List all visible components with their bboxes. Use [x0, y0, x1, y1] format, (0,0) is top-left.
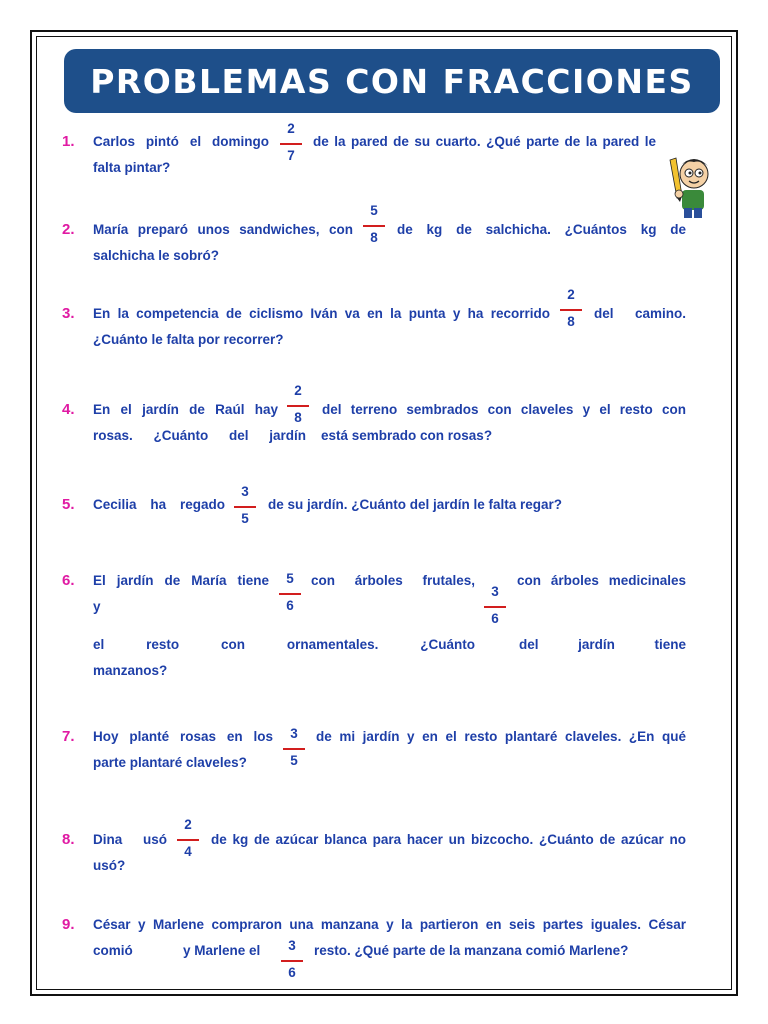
problem-text: comió	[93, 943, 133, 958]
problem-text: parte plantaré claveles?	[93, 755, 247, 770]
problem-text: del camino.	[594, 306, 686, 321]
problem-text: de kg de azúcar blanca para hacer un bizcocho. ¿Cuánto de azúcar no	[211, 832, 686, 847]
problem-number: 8.	[62, 831, 75, 848]
fraction-denominator: 8	[370, 230, 378, 245]
problem-text: manzanos?	[93, 663, 168, 678]
fraction-bar	[234, 506, 256, 508]
problem-text: Dina usó	[93, 832, 167, 847]
fraction-numerator: 2	[567, 287, 575, 302]
fraction-numerator: 2	[287, 121, 295, 136]
problem-number: 4.	[62, 401, 75, 418]
fraction-bar	[280, 143, 302, 145]
fraction-numerator: 3	[241, 484, 249, 499]
problem-text: En la competencia de ciclismo Iván va en la punta y ha recorrido	[93, 306, 550, 321]
problem-text: César y Marlene compraron una manzana y la partieron en seis partes iguales. César	[93, 917, 686, 932]
fraction-bar	[484, 606, 506, 608]
fraction	[281, 938, 303, 983]
problem-text: con árboles medicinales	[517, 573, 686, 588]
fraction-bar	[363, 225, 385, 227]
fraction	[484, 584, 506, 629]
fraction-bar	[281, 960, 303, 962]
problem-text: Hoy planté rosas en los	[93, 729, 273, 744]
problem-text: ¿Cuánto le falta por recorrer?	[93, 332, 284, 347]
fraction-denominator: 5	[241, 511, 249, 526]
problem-text: resto. ¿Qué parte de la manzana comió Marlene?	[314, 943, 629, 958]
fraction	[283, 726, 305, 771]
fraction-numerator: 5	[370, 203, 378, 218]
fraction-bar	[177, 839, 199, 841]
problem-text: del jardín tiene	[519, 637, 686, 652]
fraction	[363, 203, 385, 248]
problem-text: El jardín de María tiene	[93, 573, 269, 588]
problem-text: salchicha le sobró?	[93, 248, 220, 263]
fraction-denominator: 8	[294, 410, 302, 425]
problem-number: 3.	[62, 305, 75, 322]
problem-text: Carlos pintó el domingo	[93, 134, 269, 149]
cartoon-boy-with-pencil-icon	[666, 150, 718, 222]
fraction-denominator: 6	[288, 965, 296, 980]
fraction	[177, 817, 199, 862]
fraction-numerator: 2	[294, 383, 302, 398]
problem-text: del terreno sembrados con claveles y el resto con	[322, 402, 686, 417]
problem-text: de kg de salchicha. ¿Cuántos kg de	[397, 222, 686, 237]
problem-text: rosas. ¿Cuánto del jardín	[93, 428, 306, 443]
page-title: PROBLEMAS CON FRACCIONES	[90, 61, 694, 101]
problem-number: 9.	[62, 916, 75, 933]
problem-text: de su jardín. ¿Cuánto del jardín le falta regar?	[268, 497, 563, 512]
fraction-numerator: 3	[288, 938, 296, 953]
problem-text: María preparó unos sandwiches, con	[93, 222, 353, 237]
problem-number: 5.	[62, 496, 75, 513]
fraction	[560, 287, 582, 332]
title-banner	[64, 49, 720, 113]
problem-number: 2.	[62, 221, 75, 238]
problem-text: está sembrado con rosas?	[321, 428, 493, 443]
problem-text: y Marlene el	[183, 943, 261, 958]
fraction-denominator: 8	[567, 314, 575, 329]
fraction-numerator: 5	[286, 571, 294, 586]
fraction-bar	[279, 593, 301, 595]
problem-text: de la pared de su cuarto. ¿Qué parte de la pared le	[313, 134, 656, 149]
problem-number: 7.	[62, 728, 75, 745]
fraction-denominator: 5	[290, 753, 298, 768]
problem-text: Cecilia ha regado	[93, 497, 225, 512]
fraction-denominator: 7	[287, 148, 295, 163]
fraction-numerator: 3	[491, 584, 499, 599]
problem-text: usó?	[93, 858, 126, 873]
fraction-numerator: 2	[184, 817, 192, 832]
fraction-numerator: 3	[290, 726, 298, 741]
fraction-denominator: 6	[491, 611, 499, 626]
problem-text: con árboles frutales,	[311, 573, 475, 588]
fraction-bar	[560, 309, 582, 311]
problem-number: 6.	[62, 572, 75, 589]
fraction	[280, 121, 302, 166]
problem-number: 1.	[62, 133, 75, 150]
fraction	[287, 383, 309, 428]
fraction	[279, 571, 301, 616]
fraction-denominator: 6	[286, 598, 294, 613]
fraction-bar	[283, 748, 305, 750]
problem-text: de mi jardín y en el resto plantaré claveles. ¿En qué	[316, 729, 686, 744]
problem-text: y	[93, 599, 101, 614]
fraction-denominator: 4	[184, 844, 192, 859]
fraction	[234, 484, 256, 529]
problem-text: En el jardín de Raúl hay	[93, 402, 278, 417]
fraction-bar	[287, 405, 309, 407]
problem-text: el resto con ornamentales. ¿Cuánto	[93, 637, 475, 652]
problem-text: falta pintar?	[93, 160, 171, 175]
